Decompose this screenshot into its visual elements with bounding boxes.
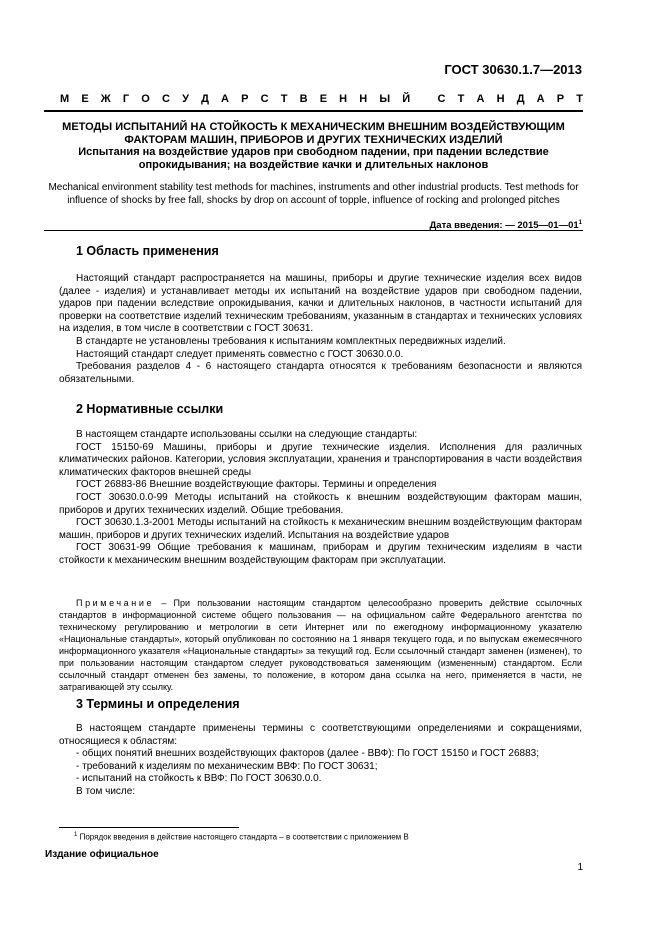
interstate-standard-banner xyxy=(60,93,583,105)
interstate-banner-letter: Ж xyxy=(100,93,111,105)
interstate-banner-letter: В xyxy=(299,93,308,105)
section-2-body xyxy=(59,429,582,568)
title-english-line-1: Mechanical environment stability test methods for machines, instruments and other industrial products. Test methods for xyxy=(48,182,579,193)
page-number: 1 xyxy=(577,862,583,873)
reference-item: ГОСТ 30631-99 Общие требования к машинам, приборам и другим техническим изделиям в части стойкости к механическим внешним воздействующим факторам при эксплуатации. xyxy=(59,542,582,566)
reference-item: ГОСТ 30630.0.0-99 Методы испытаний на стойкость к внешним воздействующим факторам машин, приборов и других технических изделий. Общие требования. xyxy=(59,491,582,516)
interstate-banner-letter: Й xyxy=(402,93,411,105)
title-rule-bottom xyxy=(44,230,583,231)
title-sub-line-2: опрокидывания; на воздействие качки и длительных наклонов xyxy=(138,158,489,171)
interstate-banner-letter: С xyxy=(260,93,269,105)
interstate-banner-letter: Е xyxy=(81,93,89,105)
interstate-banner-letter: Р xyxy=(241,93,249,105)
section-1-body xyxy=(59,273,582,386)
section-2-heading: 2 Нормативные ссылки xyxy=(76,402,224,416)
footnote-mark: 1 xyxy=(74,832,78,838)
interstate-banner-letter: А xyxy=(536,93,545,105)
title-english xyxy=(44,182,583,207)
footnote xyxy=(74,832,409,842)
interstate-banner-letter: Д xyxy=(201,93,209,105)
interstate-banner-letter: А xyxy=(221,93,229,105)
note-text: – При пользовании настоящим стандартом целесообразно проверить действие ссылочных стандартов в информационной системе общего пользования — на официальном сайте Федерального агентства по техническому регулированию и метрологии в сети Интернет или по ежегодному информационному указателю «Национальные стандарты», который опубликован по состоянию на 1 января текущего года, и по выпускам ежемесячного информационного указателя «Национальные стандарты» за текущий год. Если ссылочный стандарт заменен (изменен), то при пользовании настоящим стандартом следует руководствоваться заменяющим (измененным) стандартом. Если ссылочный стандарт отменен без замены, то положение, в котором дана ссылка на него, применяется в части, не затрагивающей эту ссылку. xyxy=(59,598,582,692)
interstate-banner-letter: Ы xyxy=(379,93,391,105)
title-english-line-2: influence of shocks by free fall, shocks by drop on account of topple, influence of rocking and prolonged pitches xyxy=(67,194,560,206)
interstate-banner-letter: О xyxy=(141,93,150,105)
list-item: - требований к изделиям по механическим ВВФ: По ГОСТ 30631; xyxy=(76,760,378,772)
section-3-body xyxy=(59,723,582,799)
footnote-rule xyxy=(59,827,239,828)
interstate-banner-letter: У xyxy=(182,93,189,105)
section-1-paragraph-2: В стандарте не установлены требования к испытаниям комплектных передвижных изделий. xyxy=(76,335,506,347)
interstate-banner-letter: С xyxy=(437,93,446,105)
interstate-banner-letter: Е xyxy=(319,93,328,105)
intro-date-footnote-mark: 1 xyxy=(578,220,582,226)
standard-code: ГОСТ 30630.1.7—2013 xyxy=(444,62,582,77)
section-2-paragraph-1: В настоящем стандарте использованы ссылки на следующие стандарты: xyxy=(76,429,418,440)
section-3-paragraph-last: В том числе: xyxy=(76,785,136,797)
interstate-banner-letter: Н xyxy=(359,93,368,105)
section-3-heading: 3 Термины и определения xyxy=(76,697,240,711)
interstate-banner-letter: Т xyxy=(457,93,465,105)
reference-item: ГОСТ 26883-86 Внешние воздействующие факторы. Термины и определения xyxy=(76,479,437,491)
interstate-banner-letter xyxy=(422,93,425,105)
title-block xyxy=(44,121,583,171)
interstate-banner-letter: Д xyxy=(516,93,525,105)
reference-item: ГОСТ 30630.1.3-2001 Методы испытаний на стойкость к механическим внешним воздействующим факторам машин, приборов и других технических изделий. Испытания на воздействие ударов xyxy=(59,517,582,541)
section-3-paragraph-1: В настоящем стандарте применены термины с соответствующими определениями и сокращениями, относящиеся к областям: xyxy=(59,723,582,747)
interstate-banner-letter: Н xyxy=(496,93,505,105)
title-main-line-2: ФАКТОРАМ МАШИН, ПРИБОРОВ И ДРУГИХ ТЕХНИЧЕСКИХ ИЗДЕЛИЙ xyxy=(124,133,503,146)
footnote-text: Порядок введения в действие настоящего стандарта – в соответствии с приложением В xyxy=(77,832,409,842)
reference-item: ГОСТ 15150-69 Машины, приборы и другие технические изделия. Исполнения для различных климатических районов. Категории, условия эксплуатации, хранения и транспортирования в части воздействия климатических факторов внешней среды xyxy=(59,441,582,478)
note-label: Примечание xyxy=(76,598,155,608)
interstate-banner-letter: М xyxy=(60,93,70,105)
interstate-banner-letter: Г xyxy=(122,93,130,105)
title-sub-line-1: Испытания на воздействие ударов при свободном падении, при падении вследствие xyxy=(78,146,549,158)
list-item: - испытаний на стойкость к ВВФ: По ГОСТ 30630.0.0. xyxy=(76,773,322,785)
intro-date-text: Дата введения: — 2015—01—01 xyxy=(429,220,579,232)
interstate-banner-letter: Т xyxy=(576,93,583,105)
official-edition-label: Издание официальное xyxy=(45,849,159,860)
interstate-banner-letter: Н xyxy=(339,93,348,105)
section-1-heading: 1 Область применения xyxy=(76,244,219,258)
list-item: - общих понятий внешних воздействующих факторов (далее - ВВФ): По ГОСТ 15150 и ГОСТ 26883; xyxy=(76,748,539,760)
section-1-paragraph-1: Настоящий стандарт распространяется на машины, приборы и другие технические изделия всех видов (далее - изделия) и устанавливает методы их испытаний на воздействие ударов при свободном падении, ударов при падении вследствие опрокидывания, качки и длительных наклонов, в частности испытаний для проверки на соответствие изделий техническим требованиям, указанным в стандартах и технических условиях на изделия, в том числе в соответствии с ГОСТ 30631. xyxy=(59,273,582,335)
interstate-banner-letter: Т xyxy=(280,93,288,105)
title-main-line-1: МЕТОДЫ ИСПЫТАНИЙ НА СТОЙКОСТЬ К МЕХАНИЧЕСКИМ ВНЕШНИМ ВОЗДЕЙСТВУЮЩИМ xyxy=(62,121,565,133)
title-rule-top xyxy=(44,110,583,112)
section-1-paragraph-4: Требования разделов 4 - 6 настоящего стандарта относятся к требованиям безопасности и являются обязательными. xyxy=(59,361,582,385)
interstate-banner-letter: С xyxy=(161,93,170,105)
interstate-banner-letter: А xyxy=(476,93,485,105)
interstate-banner-letter: Р xyxy=(556,93,565,105)
section-2-note xyxy=(59,597,582,693)
section-1-paragraph-3: Настоящий стандарт следует применять совместно с ГОСТ 30630.0.0. xyxy=(76,348,404,360)
